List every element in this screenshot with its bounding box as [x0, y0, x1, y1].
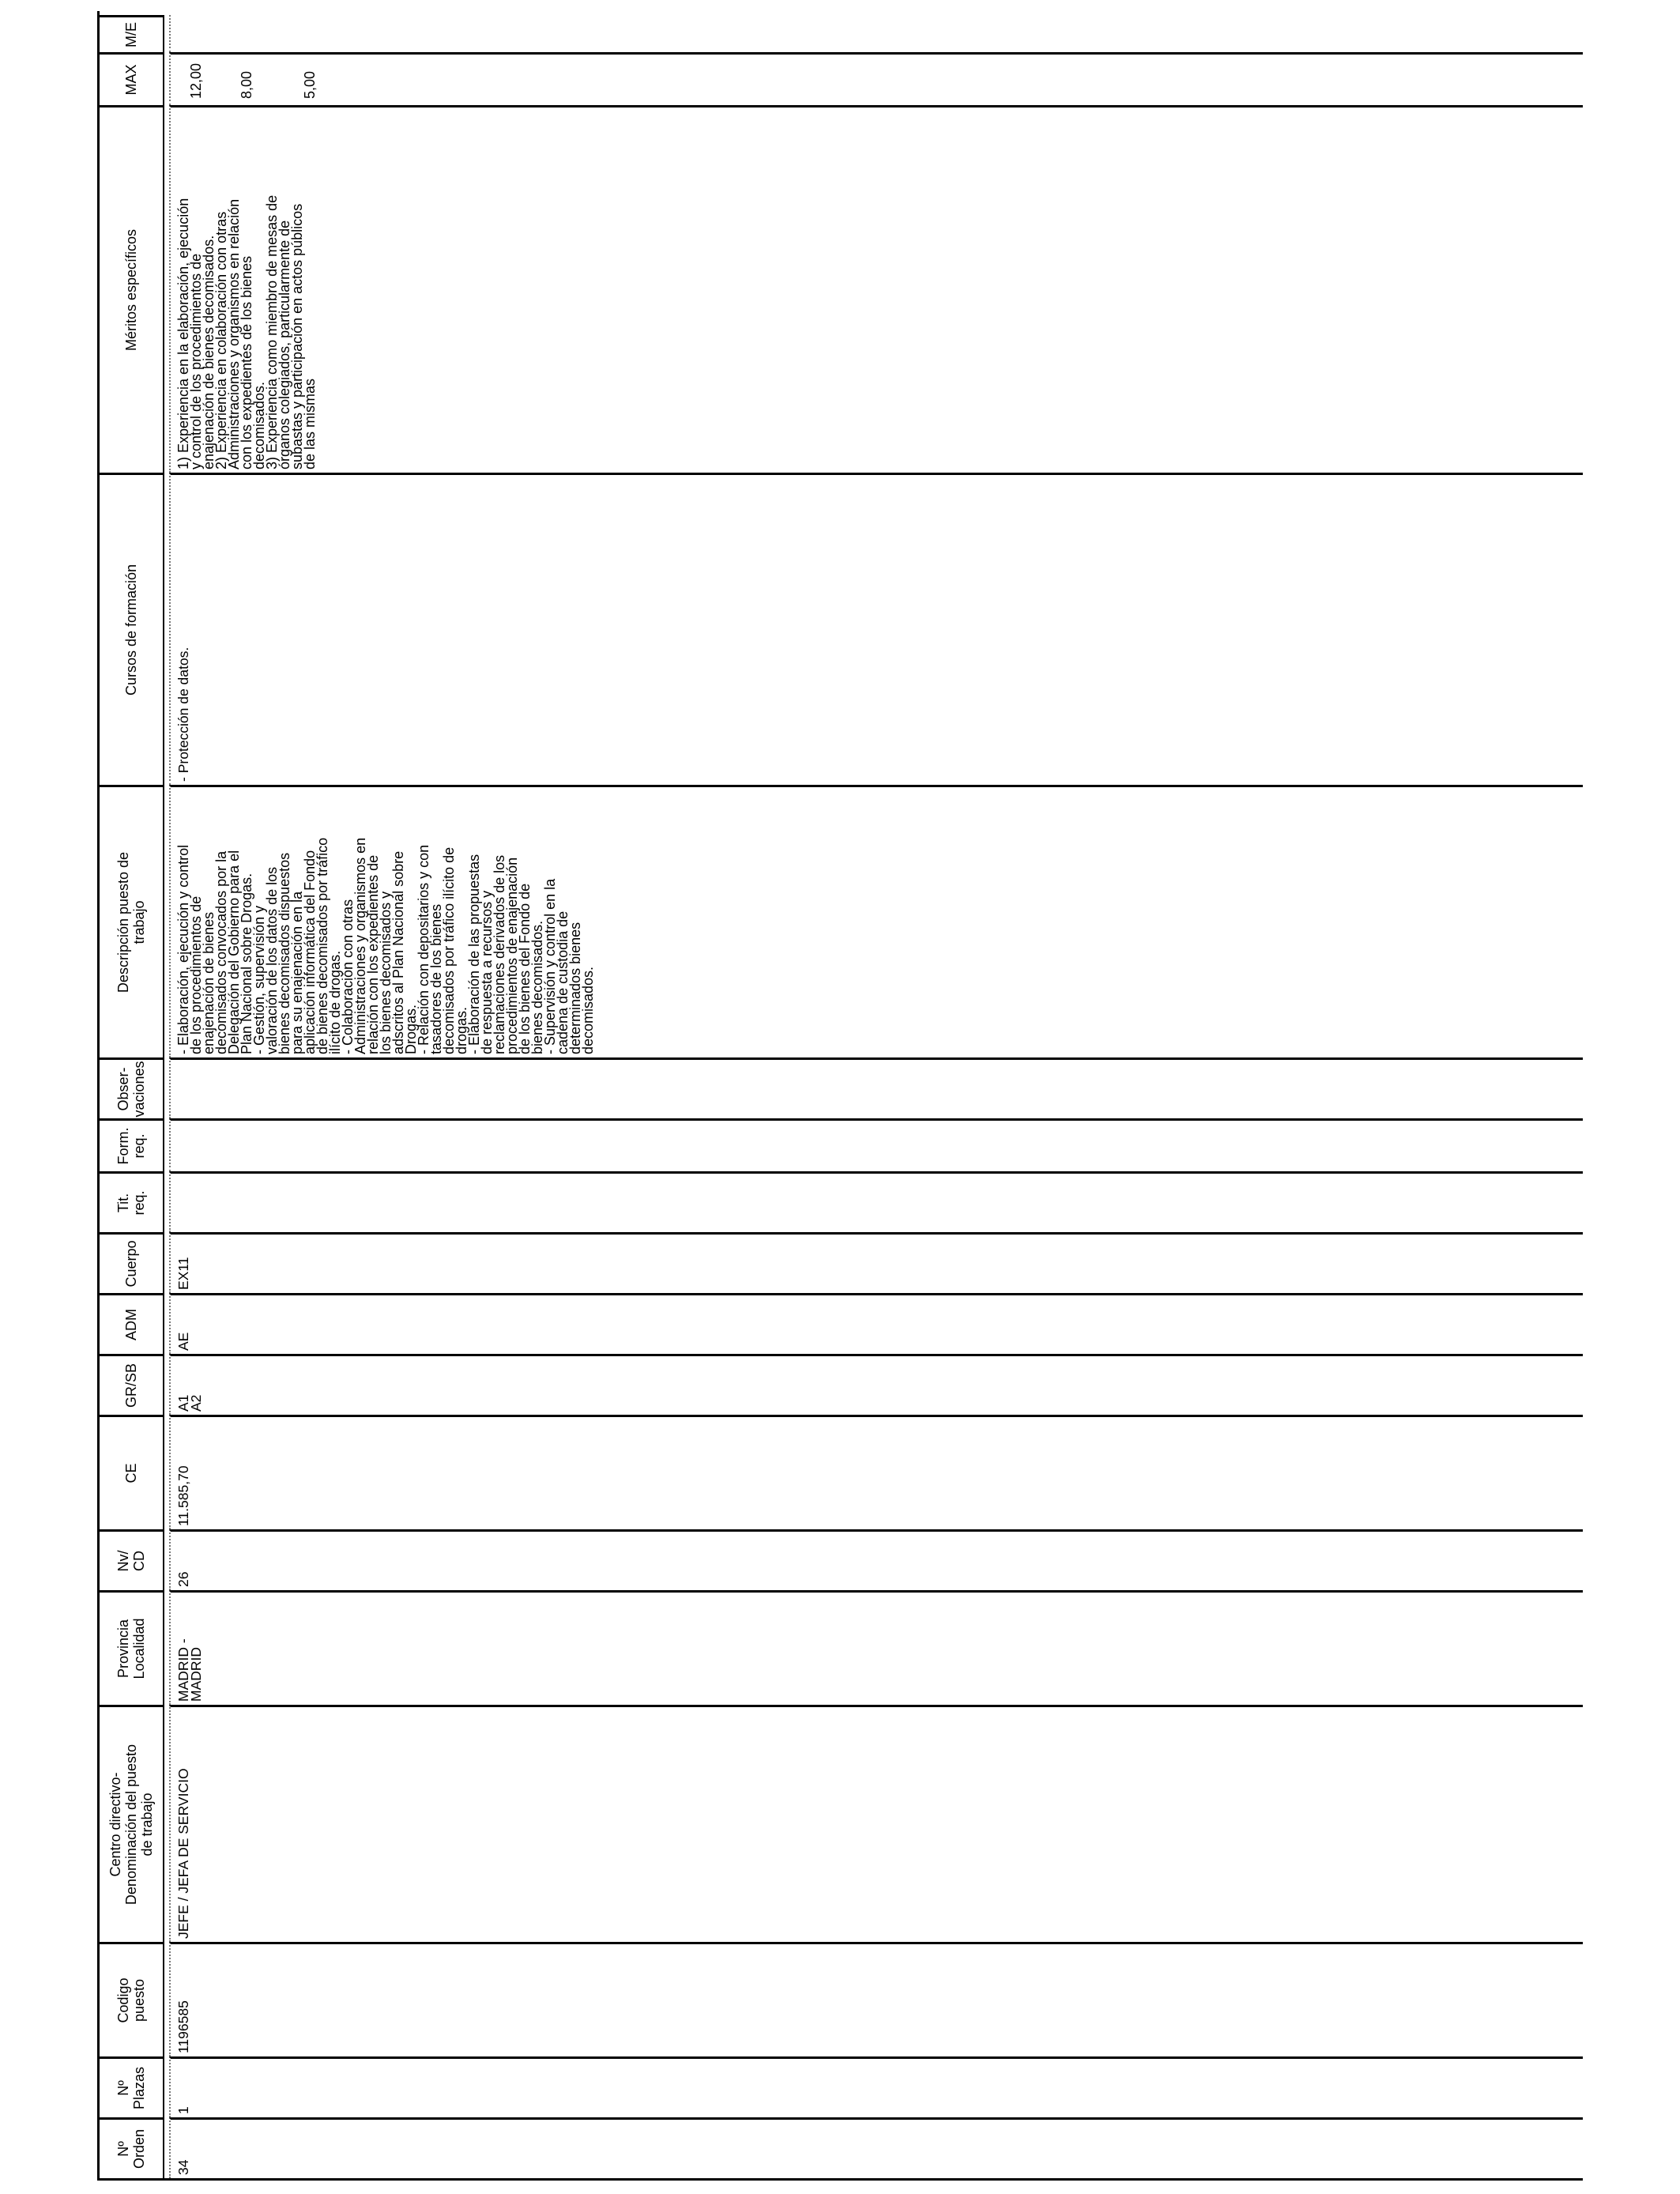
cell-cuerpo: EX11 — [169, 1232, 1583, 1293]
max-value-1: 12,00 — [188, 62, 204, 99]
cell-observaciones — [169, 1057, 1583, 1118]
header-descripcion: Descripción puesto de trabajo — [100, 785, 164, 1057]
cell-max — [169, 52, 1583, 105]
cell-meritos: 1) Experiencia en la elaboración, ejecución y control de los procedimientos de enajenación de bienes decomisados. 2) Experiencia en colaboración con otras Administraciones y organismos en relación con los expedientes de los bienes decomisados. 3) Experiencia como miembro de mesas de órganos colegiados, particularmente de subastas y participación en actos públicos de las mismas — [169, 105, 1583, 473]
cell-formacion — [169, 1118, 1583, 1171]
cell-centro: JEFE / JEFA DE SERVICIO — [169, 1705, 1583, 1942]
header-observaciones: Obser- vaciones — [100, 1057, 164, 1118]
cell-titulacion — [169, 1171, 1583, 1232]
max-value-2: 8,00 — [239, 70, 254, 99]
cell-grupo: A1 A2 — [169, 1354, 1583, 1415]
cell-ce: 11.585,70 — [169, 1415, 1583, 1529]
header-cursos: Cursos de formación — [100, 473, 164, 785]
header-adm: ADM — [100, 1293, 164, 1354]
max-value-3: 5,00 — [302, 70, 318, 99]
cell-codigo: 1196585 — [169, 1942, 1583, 2056]
cell-adm: AE — [169, 1293, 1583, 1354]
header-titulacion: Tit. req. — [100, 1171, 164, 1232]
header-provincia: Provincia Localidad — [100, 1590, 164, 1705]
header-cuerpo: Cuerpo — [100, 1232, 164, 1293]
header-nivel: Nv/ CD — [100, 1529, 164, 1590]
header-me: M/E — [100, 15, 164, 52]
header-ce: CE — [100, 1415, 164, 1529]
header-formacion: Form. req. — [100, 1118, 164, 1171]
header-codigo: Codigo puesto — [100, 1942, 164, 2056]
header-plazas: Nº Plazas — [100, 2056, 164, 2117]
positions-table — [97, 11, 1583, 2181]
header-orden: Nº Orden — [100, 2117, 164, 2178]
cell-me — [169, 15, 1583, 52]
header-grupo: GR/SB — [100, 1354, 164, 1415]
cell-orden: 34 — [169, 2117, 1583, 2178]
cell-plazas: 1 — [169, 2056, 1583, 2117]
cell-provincia: MADRID - MADRID — [169, 1590, 1583, 1705]
cell-descripcion: - Elaboración, ejecución y control de los procedimientos de enajenación de bienes decomisados convocados por la Delegación del Gobierno para el Plan Nacional sobre Drogas. - Gestión, supervisión y valoración de los datos de los bienes decomisados dispuestos para su enajenación en la aplicación informática del Fondo de bienes decomisados por tráfico ilícito de drogas. - Colaboración con otras Administraciones y organismos en relación con los expedientes de los bienes decomisados y adscritos al Plan Nacional sobre Drogas. - Relación con depositarios y con tasadores de los bienes decomisados por tráfico ilícito de drogas. - Elaboración de las propuestas de respuesta a recursos y reclamaciones derivados de los procedimientos de enajenación de los bienes del Fondo de bienes decomisados. - Supervisión y control en la cadena de custodia de determinados bienes decomisados. — [169, 785, 1583, 1057]
header-meritos: Méritos específicos — [100, 105, 164, 473]
cell-nivel: 26 — [169, 1529, 1583, 1590]
header-centro: Centro directivo- Denominación del puesto de trabajo — [100, 1705, 164, 1942]
header-max: MAX — [100, 52, 164, 105]
cell-cursos: - Protección de datos. — [169, 473, 1583, 785]
